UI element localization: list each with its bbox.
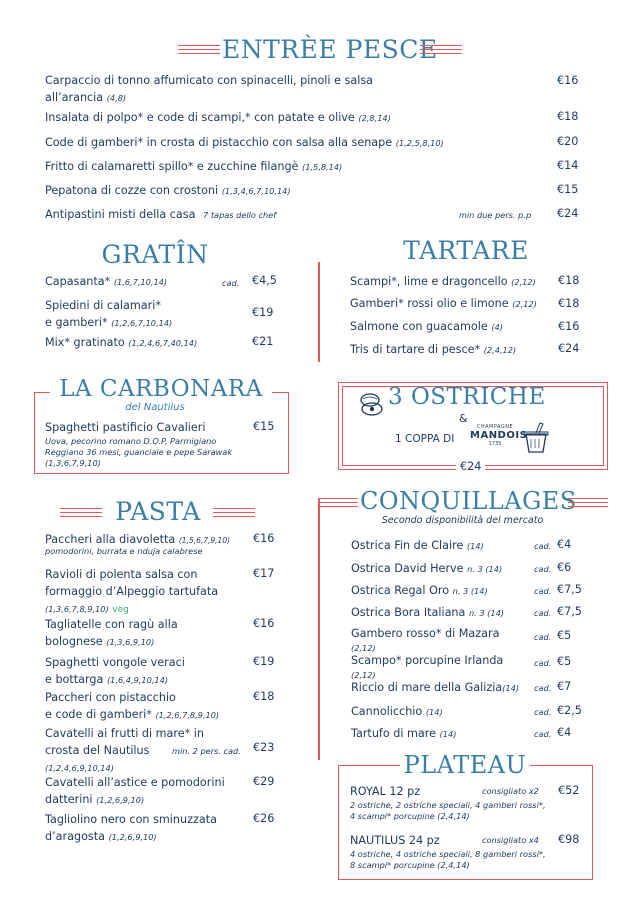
- dish-name-cont: datterini: [45, 793, 93, 806]
- dish-description: pomodorini, burrata e nduja calabrese: [45, 546, 203, 556]
- dish-price: €16: [253, 532, 275, 545]
- list-item: [351, 679, 519, 697]
- dish-name-cont: bolognese: [45, 635, 103, 648]
- dish-name: Scampo* porcupine Irlanda: [351, 654, 504, 667]
- plateau-name: NAUTILUS 24 pz: [350, 834, 440, 847]
- allergens: (1,2,6,9,10): [96, 795, 145, 805]
- dish-price: €29: [253, 775, 275, 788]
- dish-note: min. 2 pers. cad.: [172, 746, 241, 756]
- title-ornament-right: [568, 498, 608, 507]
- dish-name: Antipastini misti della casa: [45, 208, 196, 221]
- allergens: (2,12): [512, 299, 537, 309]
- dish-name-cont: d’aragosta: [45, 830, 105, 843]
- list-item: [351, 703, 443, 721]
- dish-price: €16: [253, 617, 275, 630]
- dish-note: cad.: [222, 278, 240, 288]
- veg-label: veg: [112, 605, 129, 615]
- list-item: [350, 341, 516, 359]
- dish-note: cad.: [534, 608, 552, 618]
- dish-price: €18: [557, 110, 579, 123]
- list-item: [351, 604, 504, 622]
- dish-name: Salmone con guacamole: [350, 320, 488, 333]
- allergens: (4,8): [106, 93, 127, 103]
- dish-price: €19: [252, 306, 274, 319]
- dish-name: Tagliolino nero con sminuzzata: [45, 813, 217, 826]
- dish-name: Insalata di polpo* e code di scampi,* con patate e olive: [45, 111, 355, 124]
- dish-name-cont: e code di gamberi*: [45, 708, 152, 721]
- dish-price: €26: [253, 812, 275, 825]
- section-title-entree: ENTRÈE PESCE: [222, 35, 438, 64]
- dish-name: Paccheri con pistacchio: [45, 691, 176, 704]
- list-item: [45, 206, 276, 224]
- list-item: [45, 654, 185, 689]
- allergens: (1,6,4,9,10,14): [106, 675, 169, 685]
- plateau-price: €98: [558, 833, 580, 846]
- list-item: [350, 295, 537, 313]
- list-item: [45, 811, 217, 846]
- ostriche-price: €24: [456, 460, 485, 473]
- dish-description: [45, 436, 265, 469]
- allergens: (1,3,4,6,7,10,14): [221, 186, 291, 196]
- plateau-note: consigliato x2: [482, 786, 539, 796]
- dish-name-cont: crosta del Nautilus: [45, 744, 150, 757]
- carbonara-subtitle: del Nautilus: [125, 402, 185, 413]
- list-item: [350, 318, 503, 336]
- allergens: (1,5,6,7,9,10): [178, 536, 231, 545]
- dish-name: Pepatona di cozze con crostoni: [45, 184, 219, 197]
- dish-price: €15: [557, 183, 579, 196]
- dish-name: Cannolicchio: [351, 705, 423, 718]
- section-title-tartare: TARTARE: [403, 236, 529, 265]
- dish-name: Ostrica Bora Italiana: [351, 606, 466, 619]
- plateau-name: ROYAL 12 pz: [350, 785, 421, 798]
- allergens: (14): [439, 729, 457, 739]
- dish-price: €6: [557, 561, 572, 574]
- list-item: [351, 537, 484, 555]
- allergens: (1,6,7,10,14): [113, 277, 168, 287]
- desc-line: 2 ostriche, 2 ostriche speciali, 4 gamberi rossi*,: [350, 800, 546, 810]
- list-item: [351, 582, 488, 600]
- dish-price: €24: [558, 342, 580, 355]
- list-item: [45, 273, 167, 291]
- dish-name: Mix* gratinato: [45, 336, 125, 349]
- dish-note: cad.: [534, 632, 552, 642]
- allergens: (14): [466, 541, 484, 551]
- allergens: (1,2,6,7,8,9,10): [155, 710, 220, 720]
- column-divider: [318, 498, 320, 760]
- allergens: (2,12): [351, 643, 376, 653]
- desc-line: Uova, pecorino romano D.O.P, Parmigiano: [45, 436, 217, 446]
- allergens: (4): [491, 322, 503, 332]
- allergens: (1,2,4,6,9,10,14): [45, 763, 114, 773]
- list-item: [45, 297, 172, 332]
- champagne-bucket-icon: [522, 422, 550, 458]
- list-item: [351, 627, 499, 655]
- dish-price: €18: [558, 297, 580, 310]
- allergens: (1,2,6,9,10): [108, 832, 157, 842]
- dish-name: Capasanta*: [45, 275, 111, 288]
- oyster-icon: [358, 391, 386, 421]
- list-item: [45, 134, 444, 152]
- title-ornament-left: [178, 45, 220, 54]
- title-ornament-right: [420, 45, 462, 54]
- plateau-description: [350, 800, 580, 822]
- dish-note: cad.: [534, 586, 552, 596]
- allergens: (2,8,14): [358, 113, 391, 123]
- dish-name: Spaghetti pastificio Cavalieri: [45, 421, 206, 434]
- dish-price: €7,5: [557, 605, 582, 618]
- allergens: (1,3,6,9,10): [106, 637, 155, 647]
- dish-name-cont: e bottarga: [45, 673, 104, 686]
- allergens: (1,3,6,7,9,10): [45, 458, 101, 468]
- coppa-label: 1 COPPA DI: [395, 433, 455, 445]
- dish-price: €18: [253, 690, 275, 703]
- allergens: (2,4,12): [483, 345, 517, 355]
- section-title-conquillages: CONQUILLAGES: [360, 487, 577, 515]
- dish-name: Spiedini di calamari*: [45, 299, 161, 312]
- dish-name: Code di gamberi* in crosta di pistacchio con salsa alla senape: [45, 136, 393, 149]
- ampersand: &: [459, 412, 468, 425]
- allergens: (1,2,4,6,7,40,14): [128, 338, 198, 348]
- dish-name-cont: formaggio d’Alpeggio tartufata: [45, 585, 219, 598]
- allergens: n. 3 (14): [452, 586, 488, 596]
- dish-price: €24: [557, 207, 579, 220]
- list-item: [45, 334, 197, 352]
- dish-note: cad.: [534, 541, 552, 551]
- dish-price: €4: [557, 726, 572, 739]
- dish-price: €16: [557, 74, 579, 87]
- allergens: (2,12): [351, 670, 376, 680]
- dish-name: Ostrica Regal Oro: [351, 584, 450, 597]
- dish-note: cad.: [534, 564, 552, 574]
- allergens: (1,2,5,8,10): [395, 138, 444, 148]
- list-item: [45, 774, 225, 809]
- desc-line: 8 scampi* porcupine (2,4,14): [350, 860, 470, 870]
- plateau-note: consigliato x4: [482, 835, 539, 845]
- dish-price: €20: [557, 135, 579, 148]
- dish-note: cad.: [534, 658, 552, 668]
- dish-price: €14: [557, 159, 579, 172]
- dish-price: €7: [557, 680, 572, 693]
- list-item: [350, 273, 536, 291]
- dish-price: €2,5: [557, 704, 582, 717]
- desc-line: Reggiano 36 mesi, guanciale e pepe Sarawak: [45, 447, 233, 457]
- list-item: [45, 72, 525, 107]
- column-divider: [318, 262, 320, 362]
- allergens: (1,3,6,7,8,9,10): [45, 604, 109, 614]
- allergens: n. 3 (14): [468, 608, 504, 618]
- list-item: [45, 616, 178, 651]
- dish-price: €17: [253, 567, 275, 580]
- title-ornament-right: [213, 508, 255, 517]
- section-title-pasta: PASTA: [115, 497, 201, 526]
- dish-note: cad.: [534, 683, 552, 693]
- dish-name: Tartufo di mare: [351, 727, 437, 740]
- dish-price: €19: [253, 655, 275, 668]
- list-item: [45, 158, 342, 176]
- plateau-description: [350, 849, 580, 871]
- list-item: [351, 560, 502, 578]
- list-item: [351, 725, 456, 743]
- list-item: [45, 566, 218, 619]
- list-item: [45, 182, 291, 200]
- dish-name: Carpaccio di tonno affumicato con spinacelli, pinoli e salsa: [45, 74, 373, 87]
- dish-name: Scampi*, lime e dragoncello: [350, 275, 508, 288]
- dish-name: Gamberi* rossi olio e limone: [350, 297, 509, 310]
- dish-name: Tris di tartare di pesce*: [350, 343, 481, 356]
- brand-name: MANDOIS: [470, 430, 528, 441]
- section-title-gratin: GRATÎN: [101, 240, 209, 269]
- dish-price: €4: [557, 538, 572, 551]
- title-ornament-left: [320, 498, 358, 507]
- dish-name: Ostrica Fin de Claire: [351, 539, 464, 552]
- allergens: (14): [425, 707, 443, 717]
- dish-name: Tagliatelle con ragù alla: [45, 618, 178, 631]
- allergens: (1,5,8,14): [302, 162, 343, 172]
- dish-note-right: min due pers. p.p: [459, 210, 532, 220]
- dish-name: Cavatelli all’astice e pomodorini: [45, 776, 225, 789]
- section-title-carbonara: LA CARBONARA: [59, 376, 263, 402]
- dish-note: cad.: [534, 729, 552, 739]
- dish-name: Paccheri alla diavoletta: [45, 533, 176, 546]
- allergens: (1,2,6,7,10,14): [111, 318, 173, 328]
- allergens: n. 3 (14): [467, 564, 503, 574]
- title-ornament-left: [60, 508, 102, 517]
- dish-name: Fritto di calamaretti spillo* e zucchine filangè: [45, 160, 299, 173]
- dish-price: €16: [558, 320, 580, 333]
- allergens: (14): [502, 683, 520, 693]
- section-title-ostriche: 3 OSTRICHE: [388, 384, 546, 410]
- dish-name: Riccio di mare della Galizia: [351, 681, 503, 694]
- allergens: (2,12): [511, 277, 536, 287]
- dish-note: cad.: [534, 707, 552, 717]
- dish-price: €4,5: [252, 274, 277, 287]
- conquillages-subtitle: Secondo disponibilità del mercato: [381, 515, 544, 526]
- dish-price: €7,5: [557, 583, 582, 596]
- list-item: [45, 109, 391, 127]
- plateau-price: €52: [558, 784, 580, 797]
- dish-name-cont: e gamberi*: [45, 316, 108, 329]
- dish-name-cont: all’arancia: [45, 91, 104, 104]
- dish-name: Cavatelli ai frutti di mare* in: [45, 727, 204, 740]
- desc-line: 4 scampi* porcupine (2,4,14): [350, 811, 470, 821]
- list-item: [351, 654, 503, 682]
- brand-top: CHAMPAGNE: [476, 424, 514, 430]
- list-item: [45, 689, 219, 724]
- dish-name: Ravioli di polenta salsa con: [45, 568, 198, 581]
- dish-note: 7 tapas dello chef: [203, 210, 277, 220]
- dish-price: €15: [253, 420, 275, 433]
- desc-line: 4 ostriche, 4 ostriche speciali, 8 gamberi rossi*,: [350, 849, 546, 859]
- dish-name: Gambero rosso* di Mazara: [351, 627, 500, 640]
- dish-price: €5: [557, 655, 572, 668]
- champagne-brand: [470, 424, 528, 447]
- dish-price: €21: [252, 335, 274, 348]
- dish-price: €5: [557, 629, 572, 642]
- dish-name: Ostrica David Herve: [351, 562, 464, 575]
- section-title-plateau: PLATEAU: [403, 751, 527, 779]
- brand-year: 1735: [488, 441, 502, 447]
- dish-price: €18: [558, 274, 580, 287]
- dish-price: €23: [253, 741, 275, 754]
- dish-name: Spaghetti vongole veraci: [45, 656, 185, 669]
